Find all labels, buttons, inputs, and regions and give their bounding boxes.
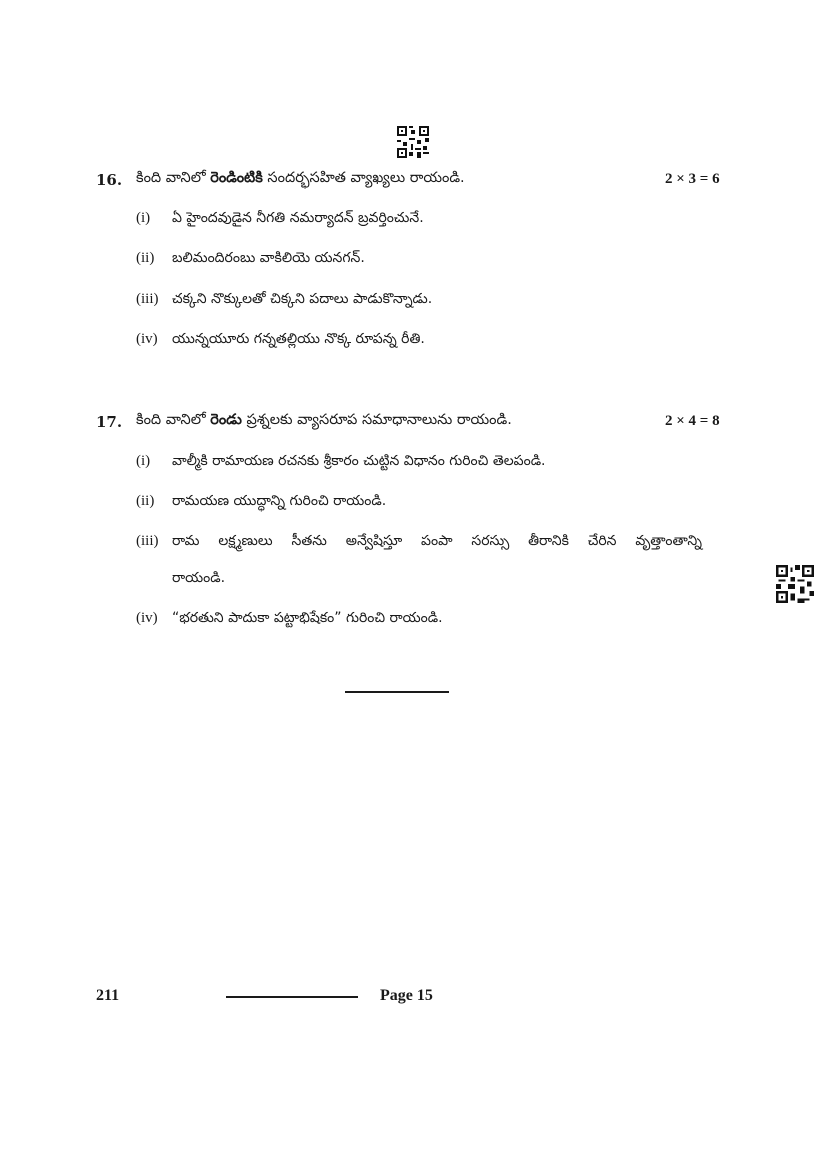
footer-rule: [226, 996, 358, 998]
question-text-emphasis: రెండింటికి: [210, 170, 263, 186]
question-text: [136, 412, 512, 432]
question-text-end: ప్రశ్నలకు వ్యాసరూప సమాధానాలును రాయండి.: [241, 412, 512, 428]
sub-question-text: రామ లక్ష్మణులు సీతను అన్వేషిస్తూ పంపా సరస్సు తీరానికి చేరిన వృత్తాంతాన్ని: [172, 533, 702, 549]
sub-question-text: “భరతుని పాదుకా పట్టాభిషేకం” గురించి రాయండి.: [172, 610, 443, 626]
sub-question-label: (i): [136, 453, 151, 469]
sub-question-label: (i): [136, 210, 151, 226]
sub-question-label: (ii): [136, 493, 155, 509]
question-marks: 2 × 3 = 6: [665, 171, 720, 187]
sub-question-text: యున్నయూరు గన్నతల్లియు నొక్క రూపన్న రీతి.: [172, 331, 425, 347]
sub-question-label: (ii): [136, 250, 155, 266]
sub-question-text: ఏ హైందవుడైన నీగతి నమర్యాదన్ బ్రవర్తించునే.: [172, 210, 424, 226]
question-text-start: కింది వానిలో: [136, 170, 211, 186]
sub-question-label: (iv): [136, 610, 158, 626]
question-marks: 2 × 4 = 8: [665, 413, 720, 429]
sub-question-text: చక్కని నొక్కులతో చిక్కని పదాలు పాడుకొన్నాడు.: [172, 291, 433, 307]
sub-question-text: వాల్మీకి రామాయణ రచనకు శ్రీకారం చుట్టిన విధానం గురించి తెలపండి.: [172, 453, 546, 469]
page-number: Page 15: [380, 987, 433, 1004]
question-text-start: కింది వానిలో: [136, 412, 211, 428]
sub-question-label: (iii): [136, 291, 159, 307]
sub-question-label: (iv): [136, 331, 158, 347]
sub-question-label: (iii): [136, 533, 159, 549]
paper-code: 211: [96, 987, 120, 1004]
qr-code-side: [776, 565, 814, 603]
sub-question-text: రామయణ యుద్ధాన్ని గురించి రాయండి.: [172, 493, 387, 509]
question-number: 16.: [96, 171, 123, 189]
question-text-emphasis: రెండు: [210, 412, 242, 428]
question-text-end: సందర్భసహిత వ్యాఖ్యలు రాయండి.: [262, 170, 465, 186]
end-of-section-rule: [345, 691, 449, 693]
qr-code-top: [397, 126, 429, 158]
sub-question-text-continued: రాయండి.: [172, 570, 226, 586]
question-number: 17.: [96, 413, 123, 431]
sub-question-text: బలిమందిరంబు వాకిలియె యనగన్.: [172, 250, 365, 266]
question-text: [136, 170, 465, 190]
